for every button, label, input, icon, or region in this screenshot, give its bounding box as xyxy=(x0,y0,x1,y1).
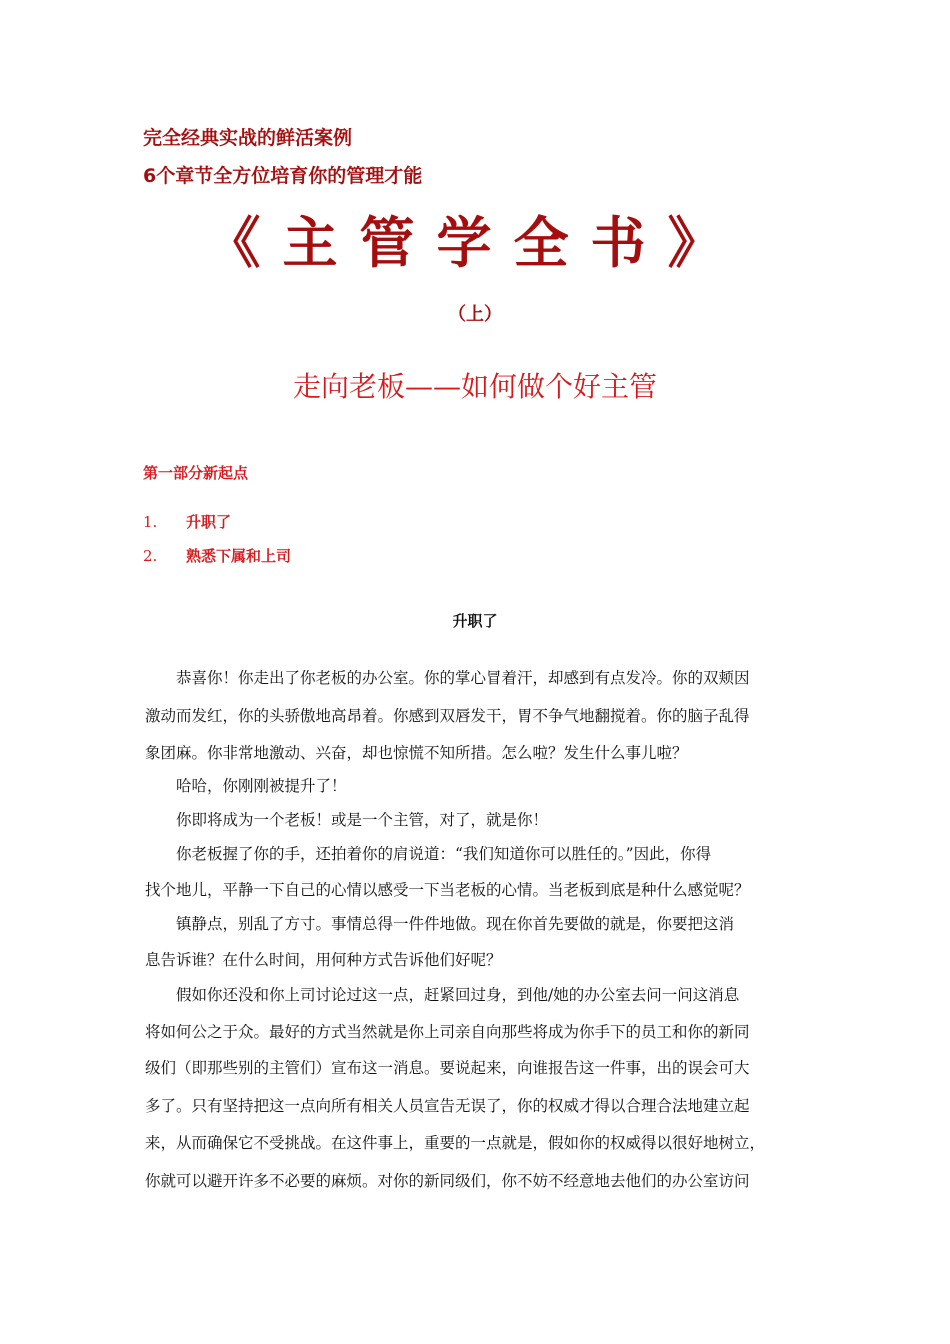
body-line: 激动而发红，你的头骄傲地高昂着。你感到双唇发干，胃不争气地翻搅着。你的脑子乱得 xyxy=(145,707,750,725)
body-line: 将如何公之于众。最好的方式当然就是你上司亲自向那些将成为你手下的员工和你的新同 xyxy=(145,1023,750,1041)
body-line: 哈哈，你刚刚被提升了！ xyxy=(145,777,347,795)
part-title: 第一部分新起点 xyxy=(143,464,249,482)
section-heading: 升职了 xyxy=(452,612,498,630)
body-line: 假如你还没和你上司讨论过这一点，赶紧回过身，到他/她的办公室去问一问这消息 xyxy=(145,986,740,1004)
toc-item-label: 熟悉下属和上司 xyxy=(186,547,292,565)
body-line: 恭喜你！你走出了你老板的办公室。你的掌心冒着汗，却感到有点发冷。你的双颊因 xyxy=(145,669,750,687)
toc-item-number: 2. xyxy=(143,547,158,565)
volume-label: （上） xyxy=(448,304,502,325)
body-line: 级们（即那些别的主管们）宣布这一消息。要说起来，向谁报告这一件事，出的误会可大 xyxy=(145,1059,750,1077)
toc-item-number: 1. xyxy=(143,513,158,531)
body-line: 你老板握了你的手，还拍着你的肩说道：“我们知道你可以胜任的。”因此，你得 xyxy=(145,845,712,863)
body-line: 来，从而确保它不受挑战。在这件事上，重要的一点就是，假如你的权威得以很好地树立， xyxy=(145,1134,766,1152)
body-line: 息告诉谁？在什么时间，用何种方式告诉他们好呢？ xyxy=(145,951,502,969)
body-line: 多了。只有坚持把这一点向所有相关人员宣告无误了，你的权威才得以合理合法地建立起 xyxy=(145,1097,750,1115)
tagline-secondary: 6个章节全方位培育你的管理才能 xyxy=(143,165,423,187)
book-subtitle: 走向老板——如何做个好主管 xyxy=(292,370,657,403)
body-line: 找个地儿，平静一下自己的心情以感受一下当老板的心情。当老板到底是种什么感觉呢？ xyxy=(145,881,750,899)
body-line: 镇静点，别乱了方寸。事情总得一件件地做。现在你首先要做的就是，你要把这消 xyxy=(145,915,735,933)
toc-item[interactable] xyxy=(143,511,231,532)
body-line: 你即将成为一个老板！或是一个主管，对了，就是你！ xyxy=(145,811,549,829)
toc-item[interactable] xyxy=(143,545,291,566)
toc-item-label: 升职了 xyxy=(186,513,232,531)
body-line: 你就可以避开许多不必要的麻烦。对你的新同级们，你不妨不经意地去他们的办公室访问 xyxy=(145,1172,750,1190)
body-line: 象团麻。你非常地激动、兴奋，却也惊慌不知所措。怎么啦？发生什么事儿啦？ xyxy=(145,744,688,762)
tagline-primary: 完全经典实战的鲜活案例 xyxy=(143,127,353,149)
book-title: 《主管学全书》 xyxy=(205,211,745,275)
